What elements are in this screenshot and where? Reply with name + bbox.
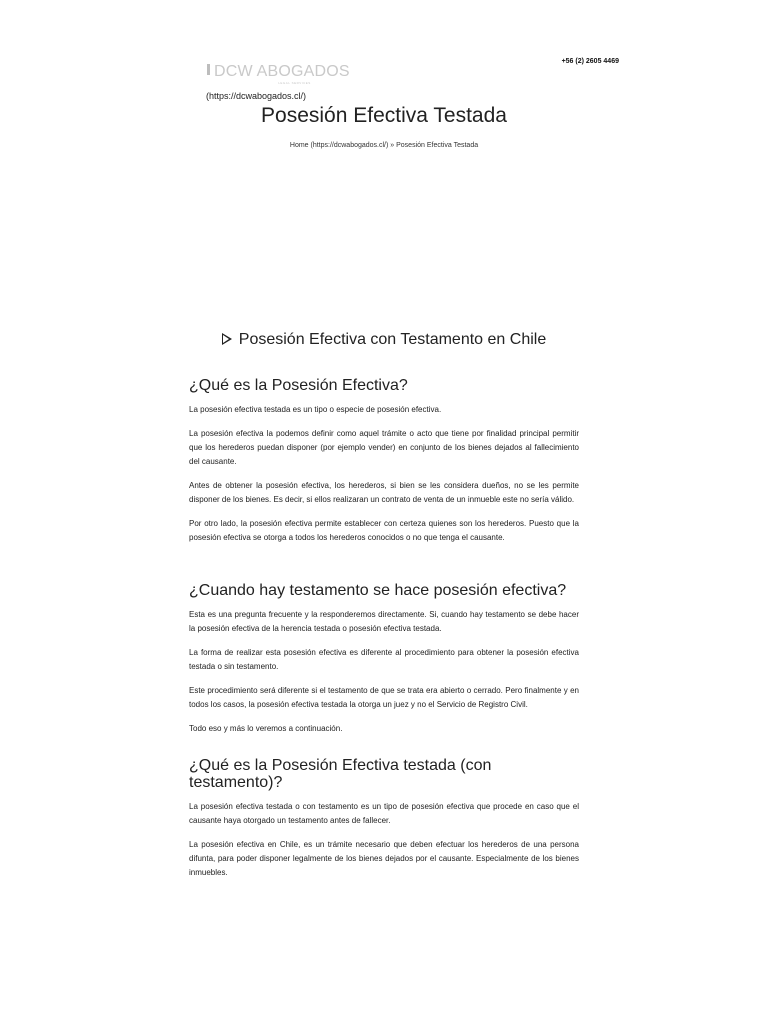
section-heading: ¿Qué es la Posesión Efectiva testada (con testamento)? <box>189 757 492 791</box>
section-what-is-testada <box>189 757 579 880</box>
paragraph: La posesión efectiva testada o con testamento es un tipo de posesión efectiva que procede en caso que el causante haya otorgado un testamento antes de fallecer. <box>189 802 579 825</box>
paragraph: La posesión efectiva la podemos definir como aquel trámite o acto que tiene por finalidad principal permitir que los herederos puedan disponer (por ejemplo vender) en conjunto de los bienes dejados al fallecimiento del causante. <box>189 429 579 466</box>
lead-heading <box>189 330 579 350</box>
lead-heading-text: Posesión Efectiva con Testamento en Chile <box>238 331 547 348</box>
paragraph: La posesión efectiva en Chile, es un trámite necesario que deben efectuar los herederos de una persona difunta, para poder disponer legalmente de los bienes dejados por el causante. Especialmente de los bienes inmuebles. <box>189 840 579 877</box>
section-when-testament <box>189 582 579 736</box>
page-title: Posesión Efectiva Testada <box>261 104 507 127</box>
phone-number: +56 (2) 2605 4469 <box>561 58 619 65</box>
paragraph: La posesión efectiva testada es un tipo o especie de posesión efectiva. <box>189 405 442 414</box>
logo-bar-icon <box>207 64 210 75</box>
breadcrumb-separator: » <box>388 142 397 149</box>
home-link[interactable]: (https://dcwabogados.cl/) <box>206 91 307 101</box>
article-content <box>189 330 579 890</box>
logo-wordmark <box>207 63 350 80</box>
paragraph: La forma de realizar esta posesión efectiva es diferente al procedimiento para obtener la posesión efectiva testada o sin testamento. <box>189 648 579 671</box>
section-heading: ¿Cuando hay testamento se hace posesión efectiva? <box>189 582 567 599</box>
breadcrumb <box>0 142 768 149</box>
logo-tagline: LEGAL SERVICES <box>278 81 311 85</box>
breadcrumb-home-link[interactable]: Home (https://dcwabogados.cl/) <box>289 142 389 149</box>
paragraph: Esta es una pregunta frecuente y la responderemos directamente. Si, cuando hay testamento se debe hacer la posesión efectiva de la herencia testada o posesión efectiva testada. <box>189 610 579 633</box>
paragraph: Este procedimiento será diferente si el testamento de que se trata era abierto o cerrado. Pero finalmente y en todos los casos, la posesión efectiva testada la otorga un juez y no el Servicio de Registro Civil. <box>189 686 579 709</box>
breadcrumb-current: Posesión Efectiva Testada <box>396 142 479 149</box>
logo-text: DCW ABOGADOS <box>214 63 350 80</box>
paragraph: Por otro lado, la posesión efectiva permite establecer con certeza quienes son los herederos. Puesto que la posesión efectiva se otorga a todos los herederos conocidos o no que tenga el causante. <box>189 519 579 542</box>
section-what-is <box>189 377 579 545</box>
paragraph: Antes de obtener la posesión efectiva, los herederos, si bien se les considera dueños, no se les permite disponer de los bienes. Es decir, si ellos realizaran un contrato de venta de un inmueble este no sería válido. <box>189 481 579 504</box>
section-heading: ¿Qué es la Posesión Efectiva? <box>189 377 408 394</box>
play-triangle-icon <box>222 333 232 345</box>
company-logo[interactable] <box>207 63 350 92</box>
paragraph: Todo eso y más lo veremos a continuación. <box>189 724 343 733</box>
